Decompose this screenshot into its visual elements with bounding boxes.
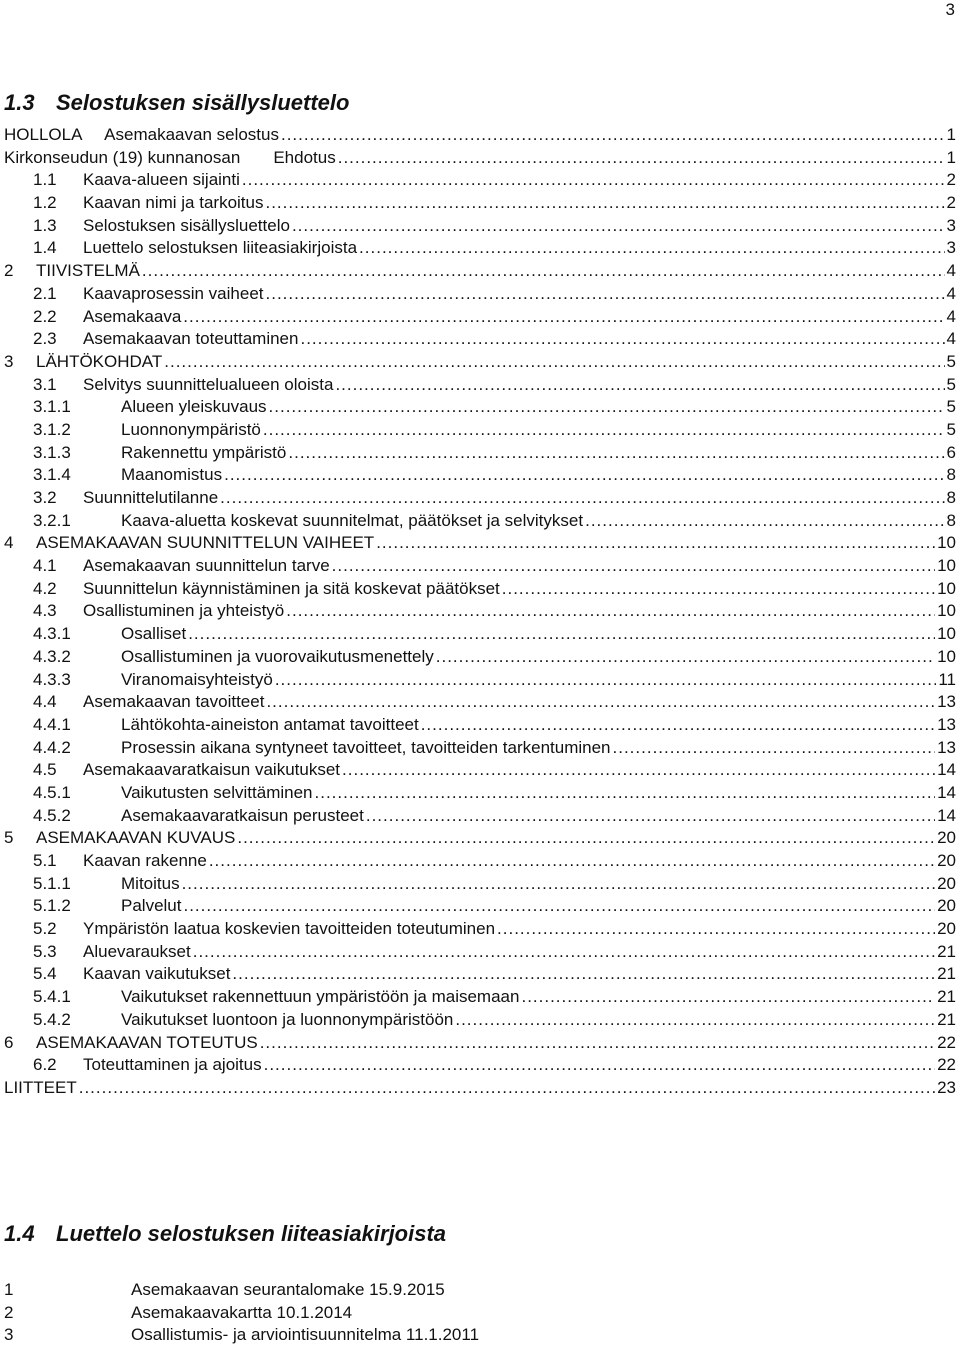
toc-entry-title: ASEMAKAAVAN TOTEUTUS [36, 1032, 258, 1052]
toc-entry-number: 5.1.2 [33, 896, 71, 916]
toc-entry-title: Osalliset [121, 624, 187, 644]
attachment-item [4, 1279, 479, 1302]
toc-entry-title: Asemakaavan suunnittelun tarve [83, 556, 330, 576]
toc-entry-title: Rakennettu ympäristö [121, 442, 287, 462]
toc-entry-number: 4.3 [33, 601, 57, 621]
toc-dot-leader [237, 827, 935, 850]
toc-dot-leader [421, 714, 935, 737]
toc-entry-page: 8 [946, 488, 956, 507]
attachments-list [4, 1279, 479, 1347]
toc-entry-title: Suunnittelun käynnistäminen ja sitä koskevat päätökset [83, 578, 500, 598]
toc-entry-page: 8 [946, 465, 956, 485]
toc-entry-number: 5 [4, 828, 14, 848]
toc-section-heading [4, 90, 349, 116]
toc-entry[interactable] [4, 283, 956, 306]
toc-entry-title: Prosessin aikana syntyneet tavoitteet, tavoitteiden tarkentuminen [121, 737, 611, 757]
toc-entry-title: Vaikutukset luontoon ja luonnonympäristöön [121, 1009, 454, 1029]
toc-entry[interactable] [4, 351, 956, 374]
toc-entry-page: 1 [946, 125, 956, 144]
toc-entry-number: 5.4.1 [33, 987, 71, 1007]
toc-entry[interactable] [4, 759, 956, 782]
toc-entry-page: 20 [937, 851, 956, 870]
toc-entry-title: Vaikutusten selvittäminen [121, 782, 313, 802]
toc-dot-leader [232, 963, 935, 986]
toc-entry[interactable] [4, 827, 956, 850]
toc-entry[interactable] [4, 215, 956, 238]
toc-entry-number: 2.3 [33, 329, 57, 349]
toc-entry-title: Palvelut [121, 896, 182, 916]
toc-entry[interactable] [4, 646, 956, 669]
toc-dot-leader [288, 442, 944, 465]
toc-dot-leader [455, 1009, 935, 1032]
toc-entry-number: 3.1 [33, 374, 57, 394]
attachment-number: 1 [4, 1280, 14, 1299]
toc-entry-title: Kaavan nimi ja tarkoitus [83, 193, 264, 213]
toc-entry-number: 3.2 [33, 488, 57, 507]
toc-entry-page: 8 [946, 510, 956, 530]
toc-entry-number: 4.3.2 [33, 646, 71, 666]
table-of-contents [4, 124, 956, 1100]
toc-entry[interactable] [4, 782, 956, 805]
toc-entry-page: 10 [937, 578, 956, 598]
toc-entry[interactable] [4, 1009, 956, 1032]
toc-dot-leader [300, 328, 944, 351]
toc-entry[interactable] [4, 850, 956, 873]
toc-entry-title: Kaavan rakenne [83, 851, 207, 870]
toc-entry-page: 6 [946, 442, 956, 462]
toc-entry[interactable] [4, 895, 956, 918]
toc-entry-title: Asemakaavaratkaisun vaikutukset [83, 760, 341, 780]
toc-dot-leader [164, 351, 944, 374]
toc-entry-page: 20 [937, 828, 956, 848]
toc-entry-title: Suunnittelutilanne [83, 488, 219, 507]
toc-dot-leader [266, 283, 945, 306]
toc-entry-number: 4 [4, 533, 14, 553]
toc-dot-leader [286, 600, 935, 623]
toc-entry[interactable] [4, 669, 956, 692]
toc-entry-page: 21 [937, 1009, 956, 1029]
toc-entry-title: TIIVISTELMÄ [36, 261, 140, 281]
toc-entry-page: 4 [946, 261, 956, 281]
toc-entry[interactable] [4, 623, 956, 646]
toc-entry-number: 4.5.2 [33, 805, 71, 825]
toc-dot-leader [359, 237, 944, 260]
toc-entry[interactable] [4, 464, 956, 487]
toc-entry-title: ASEMAKAAVAN SUUNNITTELUN VAIHEET [36, 533, 375, 553]
toc-entry-title: Asemakaavan tavoitteet [83, 692, 265, 712]
toc-entry-page: 13 [937, 714, 956, 734]
toc-entry-title: Toteuttaminen ja ajoitus [83, 1055, 262, 1075]
toc-dot-leader [183, 306, 944, 329]
toc-entry[interactable] [4, 306, 956, 329]
attachment-number: 3 [4, 1325, 14, 1344]
toc-entry-number: 5.4 [33, 964, 57, 984]
toc-entry-number: 4.4.2 [33, 737, 71, 757]
toc-entry[interactable] [4, 1032, 956, 1055]
toc-entry-title: LIITTEET [4, 1077, 77, 1097]
toc-entry-number: 6.2 [33, 1055, 57, 1075]
toc-entry-page: 20 [937, 919, 956, 939]
page-number: 3 [945, 0, 955, 19]
toc-entry-number: 4.2 [33, 578, 57, 598]
toc-entry-title: Luonnonympäristö [121, 419, 261, 439]
toc-entry-page: 5 [946, 374, 956, 394]
toc-entry-number: 4.1 [33, 556, 57, 576]
toc-entry-page: 2 [946, 170, 956, 190]
toc-entry-page: 14 [937, 805, 956, 825]
toc-entry-number: 4.3.1 [33, 624, 71, 644]
toc-entry-title: Kaava-aluetta koskevat suunnitelmat, päätökset ja selvitykset [121, 510, 584, 530]
toc-entry-number: 5.4.2 [33, 1009, 71, 1029]
toc-entry-page: 22 [937, 1055, 956, 1075]
toc-entry-page: 1 [946, 147, 956, 167]
toc-entry-number: 1.1 [33, 170, 57, 190]
toc-entry-number: 4.3.3 [33, 669, 71, 689]
toc-dot-leader [263, 419, 945, 442]
toc-entry[interactable] [4, 147, 956, 170]
toc-dot-leader [188, 623, 935, 646]
attachments-section-title: Luettelo selostuksen liiteasiakirjoista [56, 1221, 447, 1246]
toc-entry-page: 4 [946, 283, 956, 303]
toc-entry[interactable] [4, 374, 956, 397]
toc-entry-title: Aluevaraukset [83, 941, 191, 961]
toc-entry[interactable] [4, 986, 956, 1009]
toc-entry[interactable] [4, 600, 956, 623]
toc-dot-leader [342, 759, 935, 782]
toc-entry-number: 2.2 [33, 306, 57, 326]
toc-entry-page: 10 [937, 624, 956, 644]
toc-dot-leader [281, 124, 945, 147]
toc-dot-leader [193, 941, 935, 964]
toc-entry-number: 4.4.1 [33, 714, 71, 734]
toc-entry[interactable] [4, 691, 956, 714]
toc-entry-page: 5 [946, 397, 956, 417]
toc-entry-number: 5.1.1 [33, 873, 71, 893]
toc-entry-number: 3.1.2 [33, 419, 71, 439]
toc-dot-leader [376, 532, 935, 555]
toc-dot-leader [209, 850, 935, 873]
toc-entry-page: 5 [946, 351, 956, 371]
toc-entry-page: 11 [938, 669, 956, 689]
toc-entry-page: 20 [937, 896, 956, 916]
toc-entry-number: 5.2 [33, 919, 57, 939]
toc-entry-title: Osallistuminen ja yhteistyö [83, 601, 285, 621]
toc-dot-leader [242, 169, 945, 192]
attachment-title: Asemakaavan seurantalomake 15.9.2015 [131, 1280, 445, 1299]
toc-entry-title: Kaavan vaikutukset [83, 964, 231, 984]
toc-entry-page: 23 [937, 1077, 956, 1097]
toc-entry-page: 10 [937, 533, 956, 553]
toc-entry-number: 1.4 [33, 238, 57, 258]
toc-dot-leader [335, 374, 944, 397]
toc-entry-title: HOLLOLA Asemakaavan selostus [4, 125, 279, 144]
toc-entry[interactable] [4, 578, 956, 601]
toc-dot-leader [220, 487, 944, 510]
toc-entry[interactable] [4, 805, 956, 828]
toc-dot-leader [269, 396, 945, 419]
toc-entry[interactable] [4, 192, 956, 215]
toc-entry-number: 1.2 [33, 193, 57, 213]
toc-entry[interactable] [4, 442, 956, 465]
toc-entry[interactable] [4, 419, 956, 442]
toc-entry[interactable] [4, 260, 956, 283]
attachment-number: 2 [4, 1302, 14, 1322]
toc-entry-title: ASEMAKAAVAN KUVAUS [36, 828, 236, 848]
toc-entry-number: 5.3 [33, 941, 57, 961]
toc-entry-page: 2 [946, 193, 956, 213]
toc-entry-title: Ympäristön laatua koskevien tavoitteiden toteutuminen [83, 919, 496, 939]
toc-entry-page: 5 [946, 419, 956, 439]
toc-entry-page: 21 [937, 987, 956, 1007]
toc-entry-number: 3 [4, 351, 14, 371]
toc-entry-page: 14 [937, 782, 956, 802]
toc-dot-leader [275, 669, 937, 692]
toc-entry[interactable] [4, 532, 956, 555]
toc-entry-number: 3.1.3 [33, 442, 71, 462]
toc-entry-number: 3.1.1 [33, 397, 71, 417]
toc-dot-leader [338, 147, 945, 170]
toc-dot-leader [502, 578, 935, 601]
attachment-item [4, 1302, 479, 1325]
toc-entry-title: LÄHTÖKOHDAT [36, 351, 163, 371]
toc-entry-title: Lähtökohta-aineiston antamat tavoitteet [121, 714, 419, 734]
toc-entry[interactable] [4, 555, 956, 578]
toc-entry-title: Asemakaava [83, 306, 182, 326]
toc-entry[interactable] [4, 124, 956, 147]
attachment-title: Asemakaavakartta 10.1.2014 [131, 1302, 353, 1322]
attachment-title: Osallistumis- ja arviointisuunnitelma 11.1.2011 [131, 1325, 480, 1344]
toc-dot-leader [521, 986, 935, 1009]
toc-entry-number: 4.4 [33, 692, 57, 712]
toc-entry-page: 21 [937, 941, 956, 961]
toc-entry-page: 10 [937, 601, 956, 621]
toc-dot-leader [183, 895, 935, 918]
toc-entry-number: 5.1 [33, 851, 57, 870]
toc-entry-title: Kaava-alueen sijainti [83, 170, 240, 190]
toc-entry-number: 4.5 [33, 760, 57, 780]
toc-entry-title: Selostuksen sisällysluettelo [83, 215, 290, 235]
toc-entry-title: Vaikutukset rakennettuun ympäristöön ja maisemaan [121, 987, 520, 1007]
toc-entry-page: 3 [946, 215, 956, 235]
toc-entry-number: 1.3 [33, 215, 57, 235]
toc-dot-leader [436, 646, 935, 669]
toc-entry-title: Mitoitus [121, 873, 180, 893]
toc-entry-page: 13 [937, 737, 956, 757]
toc-entry-title: Kirkonseudun (19) kunnanosan Ehdotus [4, 147, 336, 167]
toc-entry[interactable] [4, 918, 956, 941]
toc-entry-number: 3.2.1 [33, 510, 71, 530]
toc-entry[interactable] [4, 963, 956, 986]
toc-dot-leader [332, 555, 935, 578]
toc-entry-title: Kaavaprosessin vaiheet [83, 283, 264, 303]
toc-section-number: 1.3 [4, 90, 35, 115]
toc-dot-leader [265, 192, 944, 215]
toc-entry-page: 14 [937, 760, 956, 780]
toc-entry[interactable] [4, 328, 956, 351]
toc-entry-number: 3.1.4 [33, 465, 71, 485]
toc-entry-title: Selvitys suunnittelualueen oloista [83, 374, 334, 394]
toc-dot-leader [366, 805, 935, 828]
toc-dot-leader [224, 464, 944, 487]
toc-entry-page: 4 [946, 306, 956, 326]
toc-entry[interactable] [4, 237, 956, 260]
toc-dot-leader [79, 1077, 935, 1100]
toc-dot-leader [266, 691, 935, 714]
toc-entry[interactable] [4, 941, 956, 964]
attachments-section-heading [4, 1221, 446, 1247]
toc-dot-leader [142, 260, 945, 283]
toc-entry-page: 20 [937, 873, 956, 893]
toc-dot-leader [315, 782, 936, 805]
toc-entry[interactable] [4, 737, 956, 760]
toc-entry-title: Asemakaavaratkaisun perusteet [121, 805, 364, 825]
toc-entry-title: Maanomistus [121, 465, 223, 485]
toc-entry-page: 10 [937, 556, 956, 576]
toc-entry[interactable] [4, 169, 956, 192]
toc-entry-title: Alueen yleiskuvaus [121, 397, 267, 417]
toc-entry[interactable] [4, 396, 956, 419]
toc-entry-number: 4.5.1 [33, 782, 71, 802]
toc-entry-title: Asemakaavan toteuttaminen [83, 329, 299, 349]
toc-dot-leader [264, 1054, 935, 1077]
toc-entry[interactable] [4, 510, 956, 533]
toc-entry[interactable] [4, 714, 956, 737]
toc-entry[interactable] [4, 1077, 956, 1100]
toc-entry-number: 2 [4, 261, 14, 281]
toc-entry-title: Osallistuminen ja vuorovaikutusmenettely [121, 646, 434, 666]
toc-dot-leader [497, 918, 935, 941]
toc-entry[interactable] [4, 1054, 956, 1077]
toc-entry[interactable] [4, 487, 956, 510]
toc-dot-leader [182, 873, 936, 896]
toc-entry-page: 10 [937, 646, 956, 666]
toc-entry-number: 6 [4, 1032, 14, 1052]
toc-dot-leader [613, 737, 936, 760]
toc-entry-page: 22 [937, 1032, 956, 1052]
toc-entry-title: Viranomaisyhteistyö [121, 669, 273, 689]
toc-entry-page: 3 [946, 238, 956, 258]
toc-entry-page: 21 [937, 964, 956, 984]
toc-entry[interactable] [4, 873, 956, 896]
toc-section-title: Selostuksen sisällysluettelo [56, 90, 350, 115]
toc-dot-leader [260, 1032, 935, 1055]
toc-dot-leader [585, 510, 944, 533]
toc-entry-title: Luettelo selostuksen liiteasiakirjoista [83, 238, 358, 258]
toc-entry-number: 2.1 [33, 283, 57, 303]
toc-entry-page: 13 [937, 692, 956, 712]
toc-dot-leader [292, 215, 945, 238]
attachments-section-number: 1.4 [4, 1221, 35, 1246]
toc-entry-page: 4 [946, 329, 956, 349]
attachment-item [4, 1324, 479, 1347]
